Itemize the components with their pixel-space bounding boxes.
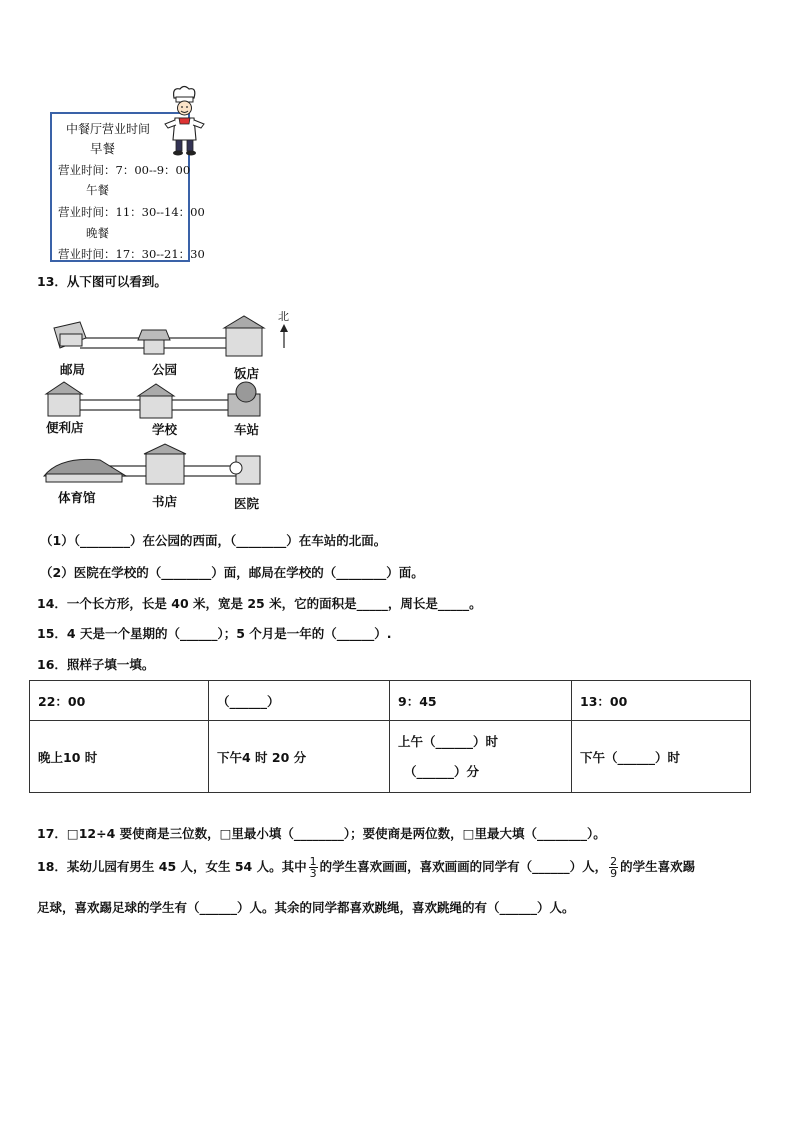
table-cell: 13：00	[572, 681, 751, 721]
question-13-part-1: （1）（________）在公园的西面，（________）在车站的北面。	[40, 533, 387, 548]
map-label-station: 车站	[234, 422, 260, 437]
table-cell-line: （______）分	[404, 763, 480, 779]
fraction-two-ninths	[609, 856, 618, 879]
question-14: 14．一个长方形，长是 40 米，宽是 25 米，它的面积是_____，周长是_____。	[37, 596, 482, 611]
lunch-hours: 营业时间：11：30--14：00	[58, 205, 205, 219]
table-cell	[390, 721, 572, 793]
question-13-stem: 13．从下图可以看到。	[37, 274, 167, 289]
map-label-bookstore: 书店	[152, 494, 178, 509]
fraction-denominator: 3	[309, 867, 317, 880]
table-cell: （______）	[209, 681, 390, 721]
question-18-line-1	[37, 852, 695, 882]
chef-illustration	[162, 84, 208, 158]
table-cell: 下午（______）时	[572, 721, 751, 793]
map-label-stadium: 体育馆	[58, 490, 96, 505]
map-label-restaurant: 饭店	[234, 366, 260, 381]
map-label-convenience-store: 便利店	[46, 420, 84, 435]
map-label-post-office: 邮局	[60, 362, 86, 377]
question-18-text: 的学生喜欢画画，喜欢画画的同学有（______）人，	[319, 859, 608, 874]
map-label-hospital: 医院	[234, 496, 260, 511]
fraction-denominator: 9	[610, 867, 618, 880]
question-17: 17．□12÷4 要使商是三位数，□里最小填（________）；要使商是两位数，□里最大填（________）。	[37, 826, 606, 841]
table-cell-line: 上午（______）时	[398, 733, 499, 749]
question-18-text: 的学生喜欢踢	[620, 859, 696, 874]
table-row	[30, 721, 751, 793]
question-16-stem: 16．照样子填一填。	[37, 657, 155, 672]
breakfast-label: 早餐	[90, 141, 116, 156]
lunch-label: 午餐	[86, 183, 109, 197]
restaurant-title: 中餐厅营业时间	[66, 122, 151, 136]
table-row	[30, 681, 751, 721]
question-13-part-2: （2）医院在学校的（________）面，邮局在学校的（________）面。	[40, 565, 424, 580]
question-15: 15．4 天是一个星期的（______）；5 个月是一年的（______）.	[37, 626, 392, 641]
map-label-park: 公园	[152, 362, 178, 377]
table-cell: 晚上10 时	[30, 721, 209, 793]
breakfast-hours: 营业时间：7：00--9：00	[58, 163, 191, 177]
north-label: 北	[278, 310, 289, 323]
direction-map	[40, 308, 290, 514]
fraction-numerator: 1	[309, 855, 317, 868]
time-conversion-table	[29, 680, 751, 793]
question-18-line-2: 足球，喜欢踢足球的学生有（______）人。其余的同学都喜欢跳绳，喜欢跳绳的有（______）人。	[37, 900, 575, 915]
map-label-school: 学校	[152, 422, 178, 437]
fraction-one-third	[309, 856, 318, 879]
fraction-numerator: 2	[610, 855, 618, 868]
dinner-hours: 营业时间：17：30--21：30	[58, 247, 205, 261]
dinner-label: 晚餐	[86, 226, 109, 240]
table-cell: 下午4 时 20 分	[209, 721, 390, 793]
table-cell: 9：45	[390, 681, 572, 721]
map-roads	[40, 308, 290, 514]
table-cell: 22：00	[30, 681, 209, 721]
question-18-text: 18．某幼儿园有男生 45 人，女生 54 人。其中	[37, 859, 307, 874]
